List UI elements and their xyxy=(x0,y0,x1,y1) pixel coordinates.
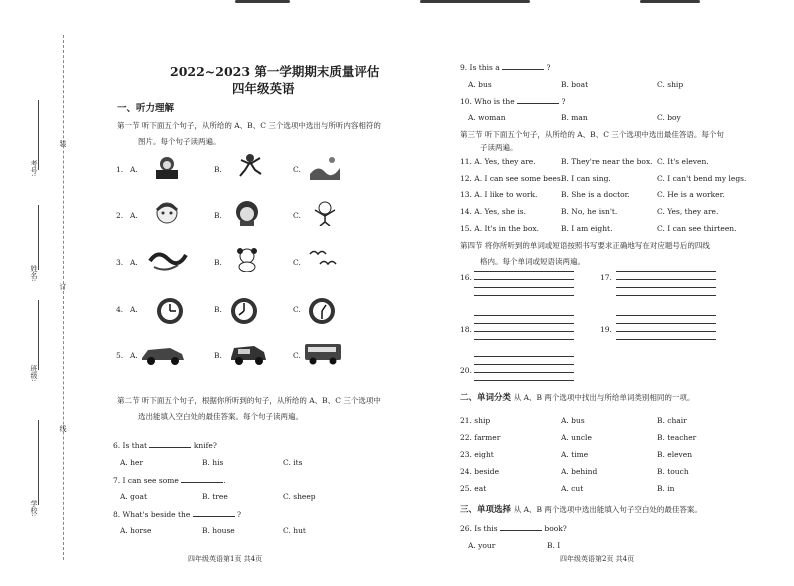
option-label: C. xyxy=(293,351,301,360)
q25-option-a[interactable]: A. cut xyxy=(561,484,584,493)
question-8: 8. What's beside the ? xyxy=(113,510,242,519)
q21-option-a[interactable]: A. bus xyxy=(561,416,585,425)
answer-blank[interactable] xyxy=(502,62,544,70)
q16-number: 16. xyxy=(460,273,472,282)
q25-word: 25. eat xyxy=(460,484,487,493)
q22-option-a[interactable]: A. uncle xyxy=(561,433,592,442)
part2-instructions: 第二节 听下面五个句子，根据你所听到的句子，从所给的 A、B、C 三个选项中 xyxy=(117,396,381,405)
section-single-choice: 三、单项选择 从 A、B 两个选项中选出能填入句子空白处的最佳答案。 xyxy=(460,505,702,515)
exam-id-label: 考号: xyxy=(30,160,38,177)
option-label: B. xyxy=(214,258,222,267)
q18-number: 18. xyxy=(460,325,472,334)
q9-option-b[interactable]: B. boat xyxy=(561,80,589,89)
option-label: B. xyxy=(214,165,222,174)
q7-option-c[interactable]: C. sheep xyxy=(283,492,316,501)
class-field[interactable] xyxy=(38,300,39,370)
q23-word: 23. eight xyxy=(460,450,494,459)
page-footer-1: 四年级英语第1页 共4页 xyxy=(188,555,263,563)
q25-option-b[interactable]: B. in xyxy=(657,484,675,493)
answer-blank[interactable] xyxy=(517,96,559,104)
clock-icon[interactable] xyxy=(152,295,188,325)
part1-instructions-cont: 图片。每个句子读两遍。 xyxy=(138,137,221,146)
option-label: B. xyxy=(214,305,222,314)
option-label: A. xyxy=(130,165,138,174)
q11-option-a[interactable]: 11. A. Yes, they are. xyxy=(460,157,536,166)
option-label: A. xyxy=(130,305,138,314)
q15-option-c[interactable]: C. I can see thirteen. xyxy=(657,224,737,233)
page-footer-2: 四年级英语第2页 共4页 xyxy=(560,555,635,563)
birds-picture[interactable] xyxy=(308,246,338,272)
binding-mark: 线 xyxy=(59,425,67,432)
exam-title: 2022~2023 第一学期期末质量评估 xyxy=(170,64,380,79)
q9-option-a[interactable]: A. bus xyxy=(468,80,492,89)
scan-smudge xyxy=(420,0,530,3)
q14-option-b[interactable]: B. No, he isn't. xyxy=(561,207,618,216)
person-jumping-picture[interactable] xyxy=(235,152,265,178)
q10-option-a[interactable]: A. woman xyxy=(468,113,506,122)
q26-option-a[interactable]: A. your xyxy=(468,541,496,550)
part1-instructions: 第一节 听下面五个句子，从所给的 A、B、C 三个选项中选出与所听内容相符的 xyxy=(117,121,381,130)
option-label: C. xyxy=(293,258,301,267)
q15-option-a[interactable]: 15. A. It's in the box. xyxy=(460,224,539,233)
question-7: 7. I can see some . xyxy=(113,476,226,485)
q11-option-b[interactable]: B. They're near the box. xyxy=(561,157,653,166)
section-classify: 二、单词分类 从 A、B 两个选项中找出与所给单词类别相同的一项。 xyxy=(460,393,695,403)
q13-option-a[interactable]: 13. A. I like to work. xyxy=(460,190,538,199)
q24-word: 24. beside xyxy=(460,467,500,476)
part3-instructions: 第三节 听下面五个句子，从所给的 A、B、C 三个选项中选出最佳答语。每个句 xyxy=(460,130,724,139)
option-label: C. xyxy=(293,305,301,314)
q13-option-b[interactable]: B. She is a doctor. xyxy=(561,190,630,199)
q26-option-b[interactable]: B. I xyxy=(547,541,561,550)
q23-option-b[interactable]: B. eleven xyxy=(657,450,693,459)
q10-option-b[interactable]: B. man xyxy=(561,113,588,122)
part2-instructions-cont: 选出能填入空白处的最佳答案。每个句子读两遍。 xyxy=(138,412,303,421)
bus-icon[interactable] xyxy=(303,340,343,366)
q10-option-c[interactable]: C. boy xyxy=(657,113,681,122)
q12-option-b[interactable]: B. I can sing. xyxy=(561,174,611,183)
option-label: A. xyxy=(130,258,138,267)
q21-option-b[interactable]: B. chair xyxy=(657,416,687,425)
exam-subtitle: 四年级英语 xyxy=(232,81,295,96)
question-9: 9. Is this a ? xyxy=(460,63,551,72)
q22-option-b[interactable]: B. teacher xyxy=(657,433,697,442)
q12-option-a[interactable]: 12. A. I can see some bees. xyxy=(460,174,564,183)
section-listening-title: 一、听力理解 xyxy=(117,103,175,114)
option-label: B. xyxy=(214,211,222,220)
q14-option-c[interactable]: C. Yes, they are. xyxy=(657,207,719,216)
name-label: 姓名: xyxy=(30,265,38,282)
boy-face-picture[interactable] xyxy=(152,200,182,226)
q24-option-a[interactable]: A. behind xyxy=(561,467,598,476)
question-number: 3. xyxy=(116,258,124,267)
answer-blank[interactable] xyxy=(149,440,191,448)
question-number: 2. xyxy=(116,211,124,220)
option-label: A. xyxy=(130,211,138,220)
scan-smudge xyxy=(235,0,290,3)
q20-number: 20. xyxy=(460,366,472,375)
school-field[interactable] xyxy=(38,420,39,505)
clock-icon[interactable] xyxy=(226,295,262,325)
q12-option-c[interactable]: C. I can't bend my legs. xyxy=(657,174,747,183)
binding-mark: 订 xyxy=(59,283,67,290)
question-number: 5. xyxy=(116,351,124,360)
q21-word: 21. ship xyxy=(460,416,491,425)
q8-option-a[interactable]: A. horse xyxy=(120,526,152,535)
person-eating-picture[interactable] xyxy=(152,154,182,180)
question-6: 6. Is that knife? xyxy=(113,441,217,450)
option-label: A. xyxy=(130,351,138,360)
exam-id-field[interactable] xyxy=(38,100,39,170)
landscape-picture[interactable] xyxy=(310,154,340,180)
jeep-icon[interactable] xyxy=(228,340,268,366)
dragon-picture[interactable] xyxy=(148,247,188,273)
question-26: 26. Is this book? xyxy=(460,524,567,533)
clock-icon[interactable] xyxy=(304,295,340,325)
q17-number: 17. xyxy=(600,273,612,282)
q15-option-b[interactable]: B. I am eight. xyxy=(561,224,613,233)
q7-option-b[interactable]: B. tree xyxy=(202,492,228,501)
scan-smudge xyxy=(640,0,700,3)
part4-instructions-cont: 格内。每个单词或短语读两遍。 xyxy=(480,257,585,266)
car-icon[interactable] xyxy=(140,342,186,366)
answer-blank[interactable] xyxy=(193,509,235,517)
question-number: 1. xyxy=(116,165,124,174)
q14-option-a[interactable]: 14. A. Yes, she is. xyxy=(460,207,526,216)
part4-instructions: 第四节 将你所听到的单词或短语按照书写要求正确地写在对应题号后的四线 xyxy=(460,241,710,250)
q6-option-c[interactable]: C. its xyxy=(283,458,303,467)
binding-line xyxy=(63,35,64,560)
q24-option-b[interactable]: B. touch xyxy=(657,467,689,476)
answer-blank[interactable] xyxy=(500,523,542,531)
name-field[interactable] xyxy=(38,205,39,270)
option-label: C. xyxy=(293,211,301,220)
binding-mark: 装 xyxy=(59,140,67,147)
q19-number: 19. xyxy=(600,325,612,334)
q8-option-b[interactable]: B. house xyxy=(202,526,235,535)
q6-option-a[interactable]: A. her xyxy=(120,458,144,467)
question-number: 4. xyxy=(116,305,124,314)
option-label: C. xyxy=(293,165,301,174)
q8-option-c[interactable]: C. hut xyxy=(283,526,306,535)
q22-word: 22. farmer xyxy=(460,433,501,442)
q23-option-a[interactable]: A. time xyxy=(561,450,589,459)
q7-option-a[interactable]: A. goat xyxy=(120,492,147,501)
q6-option-b[interactable]: B. his xyxy=(202,458,224,467)
class-label: 班级: xyxy=(30,365,38,382)
school-label: 学校: xyxy=(30,500,38,517)
part3-instructions-cont: 子读两遍。 xyxy=(480,143,518,152)
girl-waving-picture[interactable] xyxy=(310,200,340,226)
question-10: 10. Who is the ? xyxy=(460,97,566,106)
q11-option-c[interactable]: C. It's eleven. xyxy=(657,157,709,166)
dog-picture[interactable] xyxy=(232,246,262,272)
option-label: B. xyxy=(214,351,222,360)
q13-option-c[interactable]: C. He is a worker. xyxy=(657,190,725,199)
answer-blank[interactable] xyxy=(181,475,223,483)
q9-option-c[interactable]: C. ship xyxy=(657,80,684,89)
girl-face-picture[interactable] xyxy=(232,200,262,226)
